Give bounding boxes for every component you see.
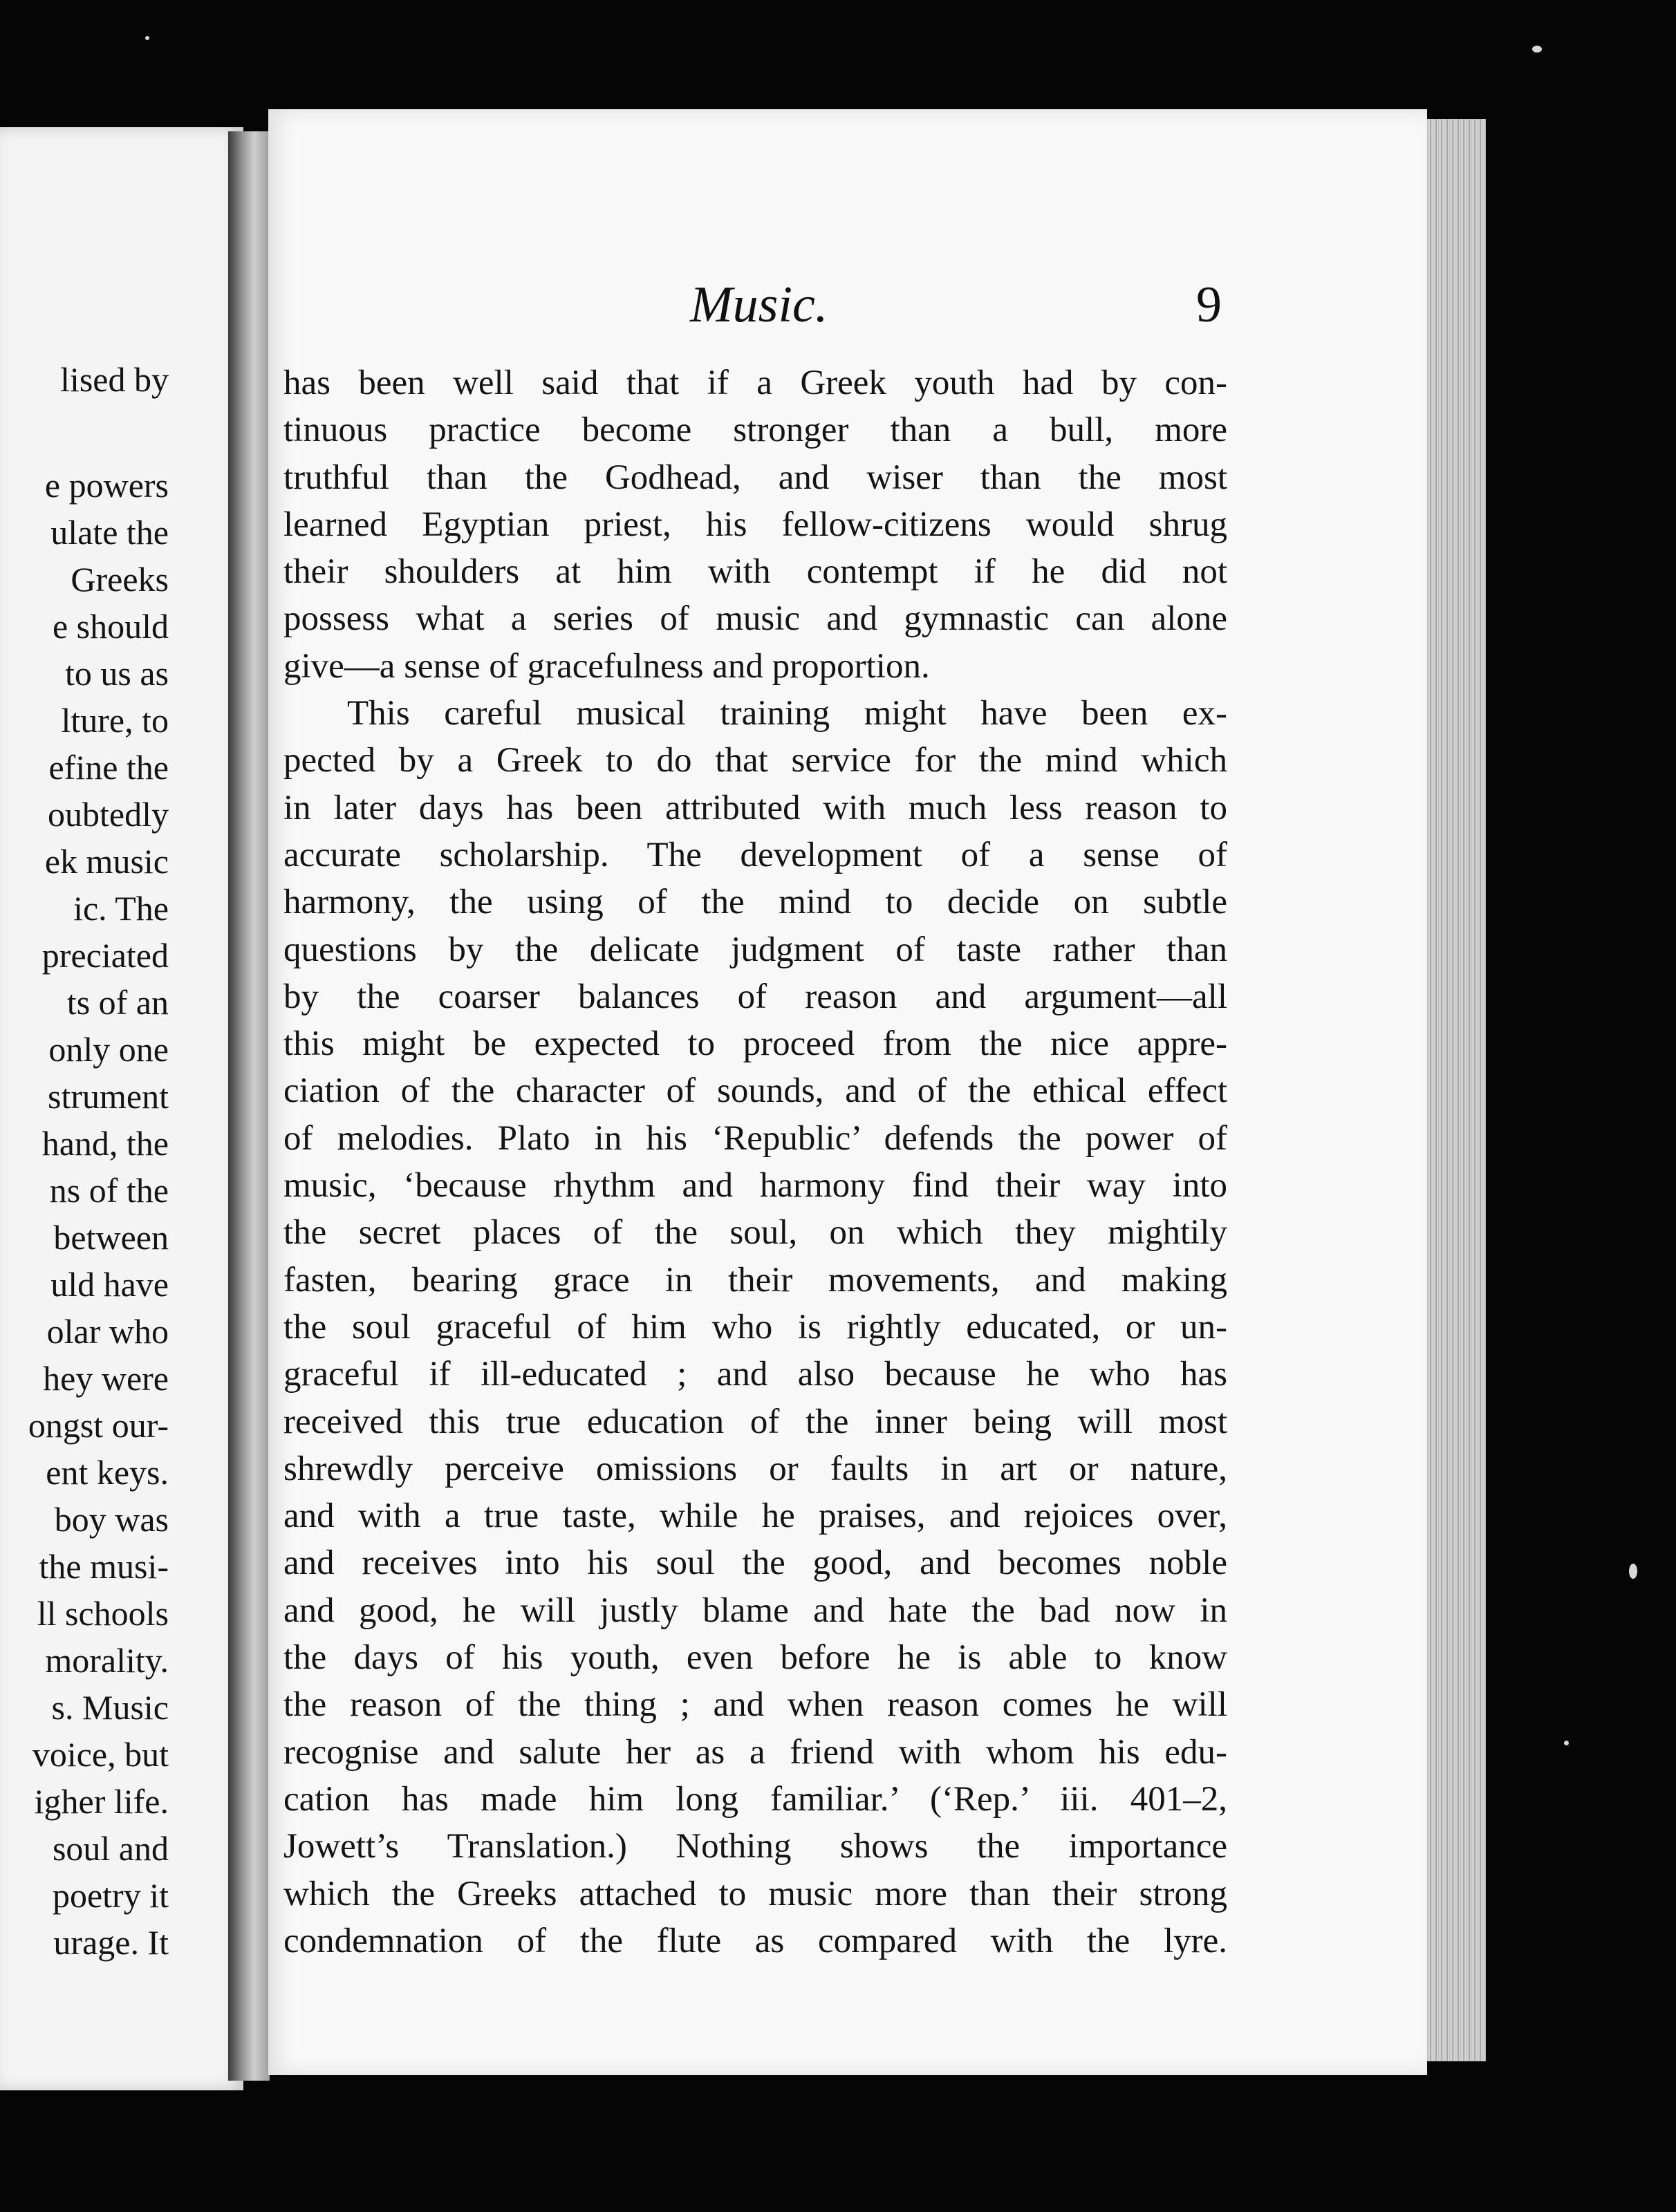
text-line: pected by a Greek to do that service for the mind which — [283, 741, 1227, 780]
left-page-line: ic. The — [73, 889, 169, 928]
text-line: harmony, the using of the mind to decide on subtle — [283, 883, 1227, 922]
text-line: cation has made him long familiar.’ (‘Rep.’ iii. 401–2, — [283, 1779, 1227, 1819]
text-line: condemnation of the flute as compared with the lyre. — [283, 1921, 1227, 1960]
text-line: the days of his youth, even before he is able to know — [283, 1638, 1227, 1678]
left-page-line: preciated — [41, 936, 169, 975]
text-line: tinuous practice become stronger than a bull, more — [283, 411, 1227, 450]
left-page-line: e powers — [44, 466, 169, 505]
text-line: truthful than the Godhead, and wiser than the most — [283, 458, 1227, 497]
left-page-line: ent keys. — [46, 1453, 169, 1492]
running-title: Music. — [690, 276, 828, 333]
left-page-line: s. Music — [51, 1688, 169, 1727]
page-number: 9 — [1196, 276, 1222, 333]
text-line: and with a true taste, while he praises, and rejoices over, — [283, 1497, 1227, 1536]
text-line: of melodies. Plato in his ‘Republic’ defends the power of — [283, 1118, 1227, 1158]
left-page-line: ek music — [44, 842, 169, 881]
left-page-line: the musi- — [39, 1547, 169, 1586]
text-line: learned Egyptian priest, his fellow-citizens would shrug — [283, 505, 1227, 544]
left-page-line: poetry it — [52, 1876, 169, 1915]
text-line: the reason of the thing ; and when reason comes he will — [283, 1685, 1227, 1725]
text-line: graceful if ill-educated ; and also because he who has — [283, 1355, 1227, 1394]
running-head — [268, 274, 1427, 336]
left-page-line: uld have — [50, 1265, 169, 1304]
left-page-line: lture, to — [61, 701, 169, 740]
left-page-line: oubtedly — [48, 795, 169, 834]
text-line: possess what a series of music and gymnastic can alone — [283, 599, 1227, 639]
text-line: by the coarser balances of reason and argument—all — [283, 977, 1227, 1016]
left-page-line: ulate the — [50, 513, 169, 552]
left-page-line: ongst our- — [28, 1406, 169, 1445]
text-line: received this true education of the inner being will most — [283, 1402, 1227, 1441]
body-text — [283, 359, 1227, 1965]
text-line: questions by the delicate judgment of taste rather than — [283, 930, 1227, 969]
left-page-line: igher life. — [34, 1782, 169, 1821]
text-line: shrewdly perceive omissions or faults in art or nature, — [283, 1449, 1227, 1488]
left-facing-page — [0, 127, 243, 2090]
left-page-line: only one — [48, 1030, 169, 1069]
left-page-line: between — [53, 1218, 169, 1257]
text-line: ciation of the character of sounds, and of the ethical effect — [283, 1071, 1227, 1111]
text-line: has been well said that if a Greek youth had by con- — [283, 364, 1227, 402]
text-line: Jowett’s Translation.) Nothing shows the importance — [283, 1827, 1227, 1866]
text-line: in later days has been attributed with much less reason to — [283, 788, 1227, 827]
text-line: recognise and salute her as a friend with whom his edu- — [283, 1732, 1227, 1772]
left-page-line: hey were — [43, 1359, 169, 1398]
left-page-line: Greeks — [71, 560, 169, 599]
paragraph-first-line: This careful musical training might have been ex- — [347, 694, 1227, 733]
left-page-line: to us as — [65, 654, 169, 693]
text-line: the soul graceful of him who is rightly educated, or un- — [283, 1307, 1227, 1347]
left-page-line: soul and — [52, 1829, 169, 1868]
left-page-line: hand, the — [41, 1124, 169, 1163]
text-line: and good, he will justly blame and hate the bad now in — [283, 1591, 1227, 1630]
right-page — [268, 109, 1427, 2075]
left-page-line: ll schools — [37, 1594, 169, 1633]
left-page-line: urage. It — [53, 1923, 169, 1962]
text-line: which the Greeks attached to music more than their strong — [283, 1874, 1227, 1913]
left-page-line: strument — [48, 1077, 169, 1116]
text-line: their shoulders at him with contempt if he did not — [283, 552, 1227, 592]
text-line: this might be expected to proceed from the nice appre- — [283, 1024, 1227, 1064]
book-gutter — [228, 131, 270, 2081]
left-page-line: boy was — [54, 1500, 169, 1539]
left-page-line: olar who — [46, 1312, 169, 1351]
text-line: give—a sense of gracefulness and proportion. — [283, 646, 930, 686]
text-line: the secret places of the soul, on which they mightily — [283, 1213, 1227, 1253]
left-page-line: morality. — [45, 1641, 169, 1680]
left-page-line: e should — [52, 607, 169, 646]
dust-speck — [145, 36, 149, 40]
text-line: accurate scholarship. The development of a sense of — [283, 835, 1227, 874]
dust-speck — [1564, 1741, 1569, 1745]
left-page-line: ts of an — [66, 983, 169, 1022]
dust-speck — [1629, 1564, 1637, 1579]
dust-speck — [1532, 46, 1542, 53]
text-line: and receives into his soul the good, and becomes noble — [283, 1544, 1227, 1583]
left-page-line: efine the — [48, 748, 169, 787]
text-line: fasten, bearing grace in their movements, and making — [283, 1260, 1227, 1300]
text-line: music, ‘because rhythm and harmony find their way into — [283, 1166, 1227, 1206]
left-page-line: voice, but — [32, 1735, 169, 1774]
page-edges — [1420, 119, 1486, 2061]
left-page-line: ns of the — [49, 1171, 169, 1210]
left-page-line: lised by — [60, 360, 169, 399]
